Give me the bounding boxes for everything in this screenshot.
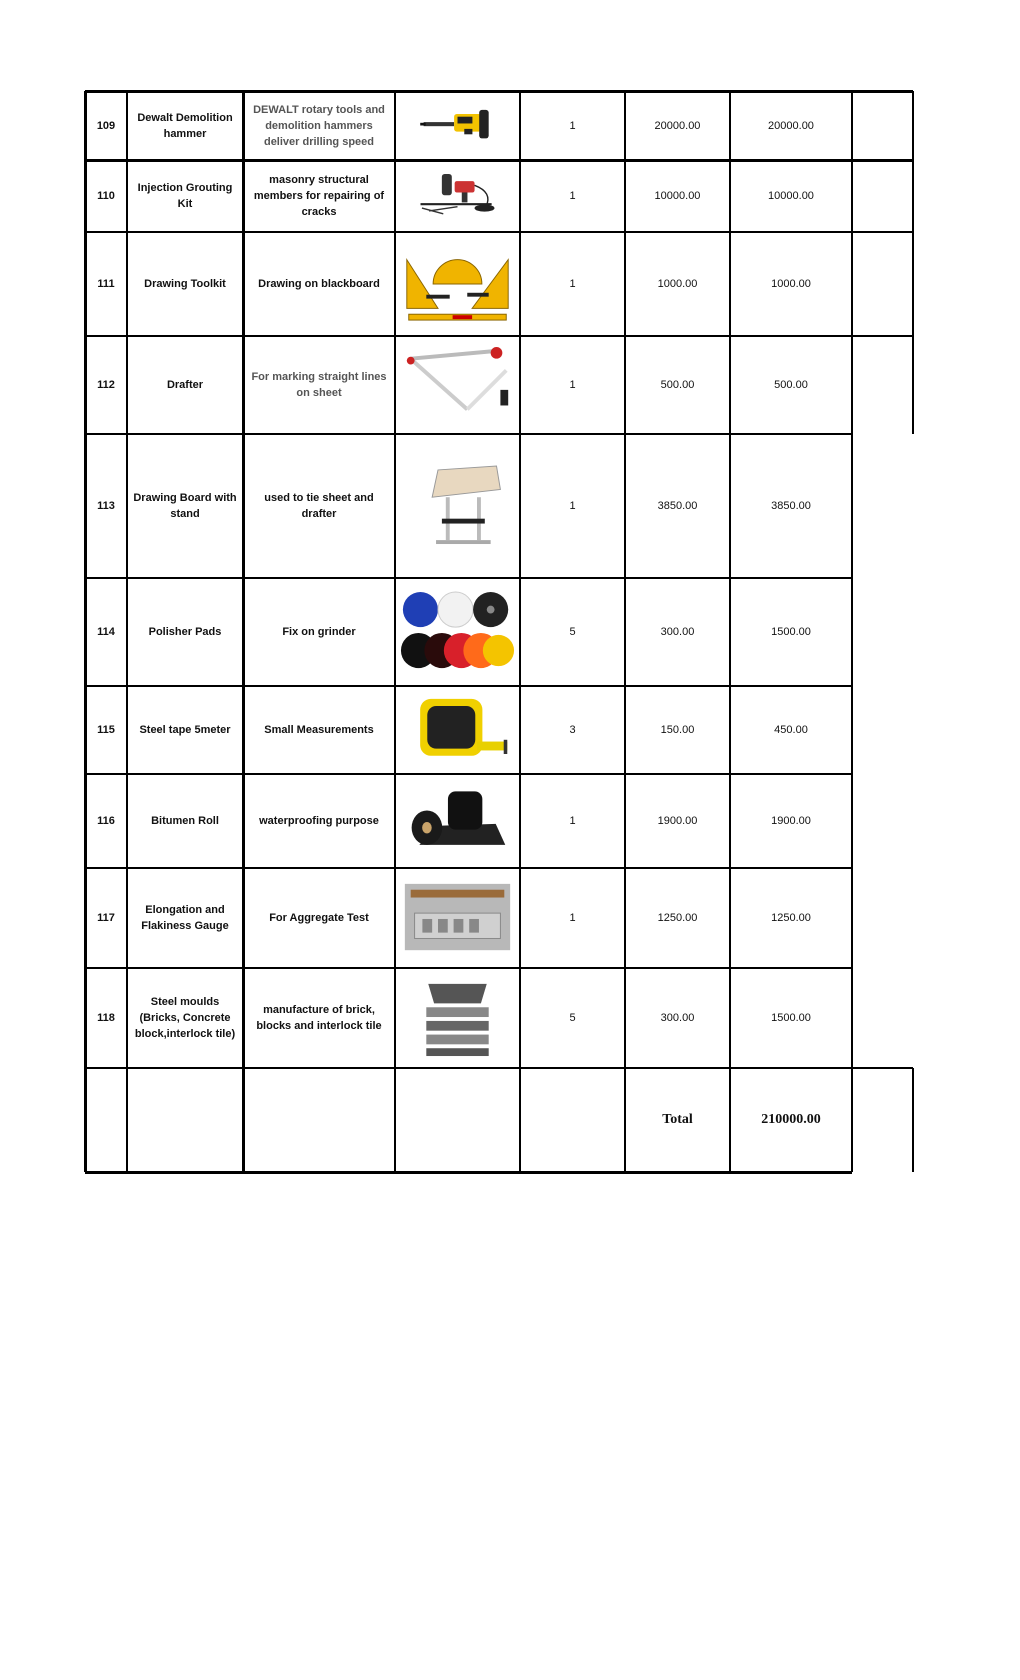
description-cell bbox=[243, 868, 395, 968]
grid-line bbox=[852, 1067, 913, 1069]
drawing-board-icon bbox=[399, 438, 516, 574]
image-cell bbox=[395, 336, 520, 434]
quantity-cell bbox=[520, 868, 625, 968]
item-name-text: Drawing Toolkit bbox=[144, 278, 226, 290]
remarks-cell bbox=[852, 968, 913, 1068]
amount-text: 1500.00 bbox=[771, 626, 811, 638]
item-name-cell bbox=[127, 434, 243, 578]
grid-line bbox=[85, 90, 913, 93]
image-cell bbox=[395, 91, 520, 160]
rate-text: 150.00 bbox=[660, 724, 695, 736]
serial-number-cell bbox=[85, 578, 127, 686]
quantity-text: 1 bbox=[569, 190, 576, 202]
amount-text: 1250.00 bbox=[771, 912, 811, 924]
grid-line bbox=[912, 91, 914, 434]
item-name-text: Polisher Pads bbox=[148, 626, 222, 638]
drawing-toolkit-icon bbox=[399, 236, 516, 332]
amount-text: 450.00 bbox=[774, 724, 808, 736]
amount-cell bbox=[730, 91, 852, 160]
grid-line bbox=[85, 773, 852, 775]
grid-line bbox=[85, 231, 913, 233]
item-name-text: Drawing Board with stand bbox=[133, 492, 237, 520]
serial-number-text: 109 bbox=[96, 119, 116, 132]
serial-number-text: 114 bbox=[97, 626, 115, 638]
item-name-cell bbox=[127, 336, 243, 434]
description-cell bbox=[243, 968, 395, 1068]
rate-text: 3850.00 bbox=[657, 500, 698, 512]
total-label bbox=[625, 1068, 730, 1172]
serial-number-cell bbox=[85, 868, 127, 968]
amount-cell bbox=[730, 774, 852, 868]
item-name-cell bbox=[127, 160, 243, 232]
description-text: For marking straight lines on sheet bbox=[251, 371, 387, 399]
serial-number-text: 112 bbox=[97, 379, 115, 391]
grouting-kit-icon bbox=[399, 164, 516, 228]
rate-text: 300.00 bbox=[660, 626, 695, 638]
rate-cell bbox=[625, 434, 730, 578]
serial-number-text: 117 bbox=[97, 912, 115, 924]
steel-tape-icon bbox=[399, 690, 516, 770]
quantity-text: 3 bbox=[569, 724, 576, 736]
amount-cell bbox=[730, 578, 852, 686]
quantity-cell bbox=[520, 968, 625, 1068]
grid-line bbox=[242, 91, 245, 1172]
quantity-cell bbox=[520, 336, 625, 434]
amount-cell bbox=[730, 336, 852, 434]
image-cell bbox=[395, 434, 520, 578]
quantity-text: 1 bbox=[569, 119, 576, 132]
description-cell bbox=[243, 336, 395, 434]
rate-cell bbox=[625, 968, 730, 1068]
item-name-text: Elongation and Flakiness Gauge bbox=[141, 904, 229, 932]
remarks-cell bbox=[852, 336, 913, 434]
remarks-cell bbox=[852, 160, 913, 232]
drafter-icon bbox=[399, 340, 516, 430]
quantity-cell bbox=[520, 434, 625, 578]
item-name-cell bbox=[127, 968, 243, 1068]
grid-line bbox=[85, 867, 852, 869]
grid-line bbox=[394, 91, 396, 1172]
grid-line bbox=[85, 967, 852, 969]
image-cell bbox=[395, 578, 520, 686]
image-cell bbox=[395, 868, 520, 968]
rate-text: 20000.00 bbox=[654, 119, 701, 132]
quantity-cell bbox=[520, 774, 625, 868]
grid-line bbox=[85, 685, 852, 687]
description-text: masonry structural members for repairing of cracks bbox=[253, 174, 385, 218]
rate-cell bbox=[625, 232, 730, 336]
description-text: For Aggregate Test bbox=[269, 912, 369, 924]
total-value bbox=[730, 1068, 852, 1172]
grid-line bbox=[126, 91, 128, 1172]
amount-text: 1500.00 bbox=[771, 1012, 811, 1024]
description-text: manufacture of brick, blocks and interlock tile bbox=[256, 1004, 382, 1032]
remarks-cell bbox=[852, 578, 913, 686]
grid-line bbox=[729, 91, 731, 1172]
rate-text: 1250.00 bbox=[657, 912, 698, 924]
grid-line bbox=[85, 577, 852, 579]
description-text: Fix on grinder bbox=[282, 626, 356, 638]
description-text: Small Measurements bbox=[264, 724, 374, 736]
rate-cell bbox=[625, 578, 730, 686]
quantity-cell bbox=[520, 232, 625, 336]
steel-moulds-icon bbox=[399, 972, 516, 1064]
image-cell bbox=[395, 968, 520, 1068]
grid-line bbox=[85, 433, 852, 435]
grid-line bbox=[912, 1068, 914, 1172]
item-name-cell bbox=[127, 868, 243, 968]
quantity-text: 1 bbox=[569, 912, 576, 924]
rate-cell bbox=[625, 774, 730, 868]
rate-cell bbox=[625, 336, 730, 434]
amount-text: 500.00 bbox=[774, 379, 808, 391]
serial-number-text: 113 bbox=[97, 500, 115, 512]
remarks-cell bbox=[852, 232, 913, 336]
serial-number-cell bbox=[85, 686, 127, 774]
flakiness-gauge-icon bbox=[399, 872, 516, 964]
quantity-text: 1 bbox=[569, 278, 576, 290]
serial-number-cell bbox=[85, 336, 127, 434]
quantity-cell bbox=[520, 578, 625, 686]
rate-cell bbox=[625, 160, 730, 232]
rate-text: 10000.00 bbox=[654, 190, 701, 202]
grid-line bbox=[84, 91, 87, 1172]
amount-text: 1000.00 bbox=[771, 278, 811, 290]
amount-cell bbox=[730, 686, 852, 774]
item-name-text: Drafter bbox=[166, 379, 204, 391]
amount-cell bbox=[730, 434, 852, 578]
serial-number-cell bbox=[85, 232, 127, 336]
remarks-cell bbox=[852, 686, 913, 774]
item-name-cell bbox=[127, 232, 243, 336]
description-cell bbox=[243, 434, 395, 578]
description-cell bbox=[243, 232, 395, 336]
bitumen-roll-icon bbox=[399, 778, 516, 864]
serial-number-text: 111 bbox=[97, 278, 115, 290]
quantity-cell bbox=[520, 686, 625, 774]
description-text: Drawing on blackboard bbox=[258, 278, 380, 290]
image-cell bbox=[395, 774, 520, 868]
amount-text: 10000.00 bbox=[768, 190, 814, 202]
rate-cell bbox=[625, 91, 730, 160]
serial-number-cell bbox=[85, 774, 127, 868]
description-text: used to tie sheet and drafter bbox=[264, 492, 374, 520]
quantity-cell bbox=[520, 160, 625, 232]
quantity-text: 5 bbox=[569, 1012, 576, 1024]
description-cell bbox=[243, 686, 395, 774]
quantity-text: 1 bbox=[569, 815, 576, 827]
description-cell bbox=[243, 774, 395, 868]
serial-number-text: 118 bbox=[97, 1012, 115, 1024]
rate-text: 1000.00 bbox=[657, 278, 698, 290]
remarks-cell bbox=[852, 774, 913, 868]
grid-line bbox=[519, 91, 521, 1172]
description-cell bbox=[243, 160, 395, 232]
grid-line bbox=[85, 159, 913, 162]
serial-number-cell bbox=[85, 160, 127, 232]
serial-number-text: 116 bbox=[97, 815, 115, 827]
total-value-text: 210000.00 bbox=[761, 1112, 821, 1127]
image-cell bbox=[395, 232, 520, 336]
quantity-text: 5 bbox=[569, 626, 576, 638]
grid-line bbox=[85, 1067, 852, 1069]
rate-cell bbox=[625, 686, 730, 774]
remarks-cell bbox=[852, 91, 913, 160]
serial-number-cell bbox=[85, 91, 127, 160]
polisher-pads-icon bbox=[399, 582, 516, 682]
quantity-cell bbox=[520, 91, 625, 160]
item-name-cell bbox=[127, 91, 243, 160]
total-label-text: Total bbox=[662, 1112, 693, 1127]
serial-number-cell bbox=[85, 968, 127, 1068]
item-name-text: Bitumen Roll bbox=[151, 815, 219, 827]
demolition-hammer-icon bbox=[399, 95, 516, 156]
amount-cell bbox=[730, 160, 852, 232]
item-name-text: Dewalt Demolition hammer bbox=[137, 111, 233, 140]
grid-line bbox=[851, 91, 853, 1172]
amount-cell bbox=[730, 968, 852, 1068]
rate-text: 500.00 bbox=[660, 379, 695, 391]
description-text: waterproofing purpose bbox=[259, 815, 379, 827]
item-name-text: Injection Grouting Kit bbox=[137, 182, 233, 210]
item-name-cell bbox=[127, 578, 243, 686]
amount-cell bbox=[730, 868, 852, 968]
image-cell bbox=[395, 686, 520, 774]
rate-cell bbox=[625, 868, 730, 968]
amount-text: 1900.00 bbox=[771, 815, 811, 827]
image-cell bbox=[395, 160, 520, 232]
grid-line bbox=[85, 1171, 852, 1174]
amount-text: 20000.00 bbox=[768, 119, 814, 132]
rate-text: 1900.00 bbox=[657, 815, 698, 827]
grid-line bbox=[85, 335, 913, 337]
quantity-text: 1 bbox=[569, 379, 576, 391]
rate-text: 300.00 bbox=[660, 1012, 695, 1024]
item-name-text: Steel moulds (Bricks, Concrete block,interlock tile) bbox=[134, 996, 236, 1040]
amount-cell bbox=[730, 232, 852, 336]
amount-text: 3850.00 bbox=[771, 500, 811, 512]
serial-number-text: 110 bbox=[97, 190, 115, 202]
quantity-text: 1 bbox=[569, 500, 576, 512]
item-name-cell bbox=[127, 774, 243, 868]
serial-number-cell bbox=[85, 434, 127, 578]
description-cell bbox=[243, 578, 395, 686]
serial-number-text: 115 bbox=[97, 724, 115, 736]
description-text: DEWALT rotary tools and demolition hammers deliver drilling speed bbox=[253, 103, 385, 148]
item-name-cell bbox=[127, 686, 243, 774]
item-name-text: Steel tape 5meter bbox=[139, 724, 231, 736]
remarks-cell bbox=[852, 434, 913, 578]
grid-line bbox=[624, 91, 626, 1172]
remarks-cell bbox=[852, 868, 913, 968]
description-cell bbox=[243, 91, 395, 160]
